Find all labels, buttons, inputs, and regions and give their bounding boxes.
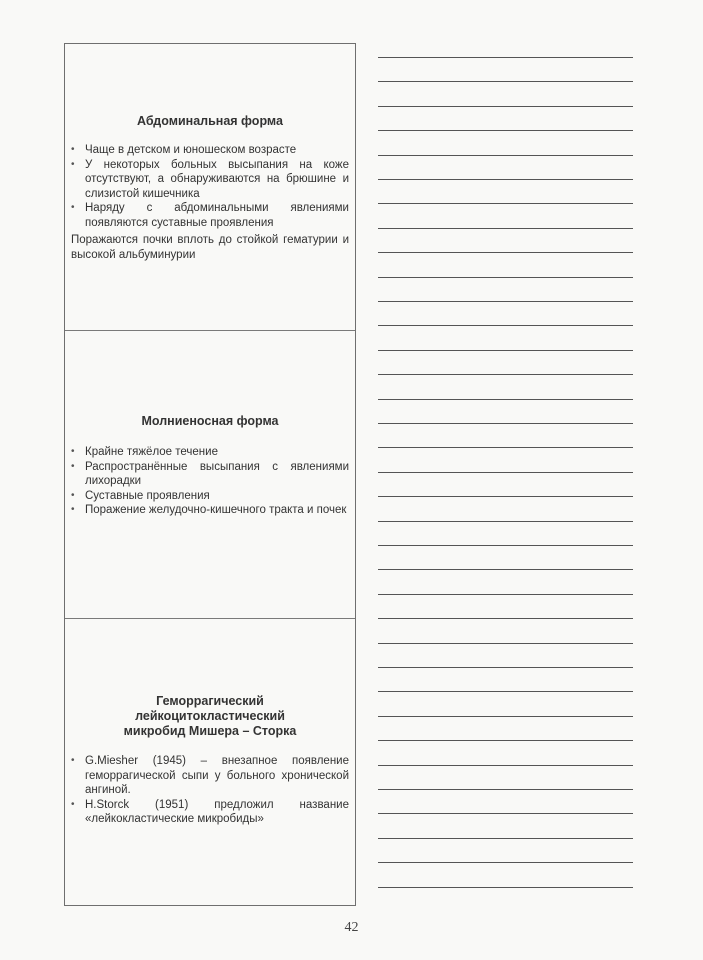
list-item: • Распространённые высыпания с явлениями лихорадки xyxy=(71,460,349,489)
ruled-line xyxy=(378,374,633,375)
ruled-line xyxy=(378,325,633,326)
ruled-line xyxy=(378,496,633,497)
ruled-line xyxy=(378,691,633,692)
card-fulminant-form xyxy=(65,330,355,618)
card-abdominal-form xyxy=(65,44,355,330)
ruled-line xyxy=(378,594,633,595)
ruled-line xyxy=(378,81,633,82)
ruled-line xyxy=(378,667,633,668)
bullet-list xyxy=(71,754,349,827)
ruled-line xyxy=(378,106,633,107)
card-title: Геморрагический лейкоцитокластический микробид Мишера – Сторка xyxy=(123,694,297,738)
list-item: • Поражение желудочно-кишечного тракта и почек xyxy=(71,503,349,518)
info-cards-column xyxy=(64,43,356,906)
ruled-line xyxy=(378,740,633,741)
ruled-line xyxy=(378,252,633,253)
list-item: • Суставные проявления xyxy=(71,489,349,504)
list-item: • G.Miesher (1945) – внезапное появление геморрагической сыпи у больного хронической ангиной. xyxy=(71,754,349,798)
ruled-line xyxy=(378,423,633,424)
card-title: Молниеносная форма xyxy=(141,414,279,428)
ruled-line xyxy=(378,618,633,619)
ruled-line xyxy=(378,545,633,546)
ruled-line xyxy=(378,155,633,156)
card-miescher-storck xyxy=(65,618,355,905)
list-item: • Крайне тяжёлое течение xyxy=(71,445,349,460)
ruled-line xyxy=(378,716,633,717)
list-item: • Чаще в детском и юношеском возрасте xyxy=(71,143,349,158)
ruled-line xyxy=(378,203,633,204)
ruled-line xyxy=(378,57,633,58)
ruled-line xyxy=(378,643,633,644)
ruled-line xyxy=(378,399,633,400)
ruled-line xyxy=(378,862,633,863)
bullet-list xyxy=(71,143,349,230)
ruled-line xyxy=(378,130,633,131)
list-item: • H.Storck (1951) предложил название «лейкокластические микробиды» xyxy=(71,798,349,827)
card-title: Абдоминальная форма xyxy=(137,114,283,128)
ruled-line xyxy=(378,521,633,522)
ruled-line xyxy=(378,277,633,278)
ruled-line xyxy=(378,789,633,790)
ruled-line xyxy=(378,301,633,302)
ruled-line xyxy=(378,569,633,570)
ruled-line xyxy=(378,447,633,448)
ruled-line xyxy=(378,179,633,180)
ruled-line xyxy=(378,887,633,888)
page-number: 42 xyxy=(344,920,359,935)
list-item: • Наряду с абдоминальными явлениями появляются суставные проявления xyxy=(71,201,349,230)
card-note: Поражаются почки вплоть до стойкой гематурии и высокой альбуминурии xyxy=(71,234,349,261)
ruled-line xyxy=(378,228,633,229)
ruled-line xyxy=(378,350,633,351)
ruled-line xyxy=(378,813,633,814)
ruled-line xyxy=(378,765,633,766)
bullet-list xyxy=(71,445,349,518)
ruled-line xyxy=(378,472,633,473)
list-item: • У некоторых больных высыпания на коже отсутствуют, а обнаруживаются на брюшине и слизистой кишечника xyxy=(71,158,349,202)
ruled-line xyxy=(378,838,633,839)
